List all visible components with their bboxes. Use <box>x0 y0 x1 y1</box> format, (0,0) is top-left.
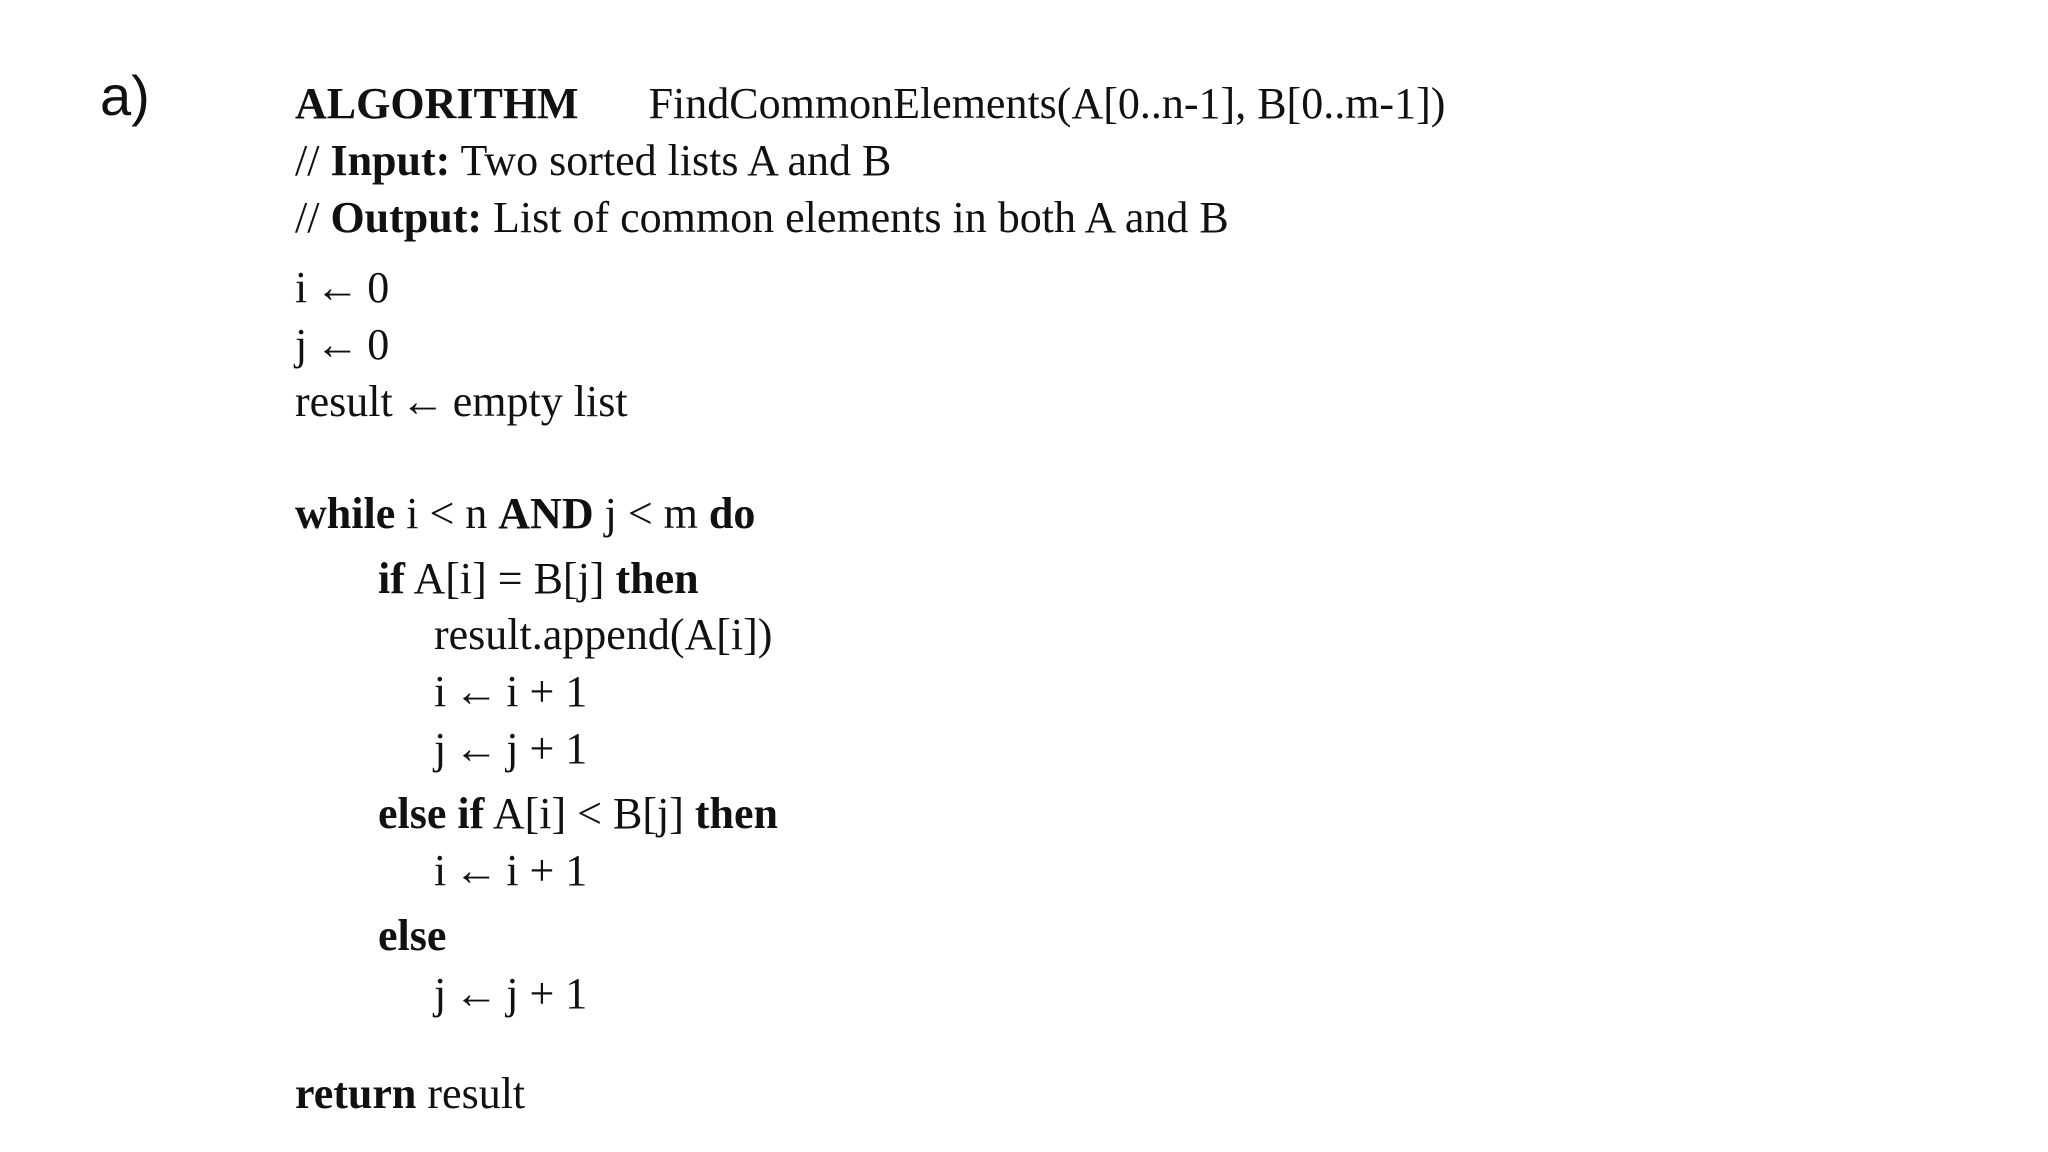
output-comment: // Output: List of common elements in both A and B <box>295 193 1229 242</box>
increment-i-line: i ← i + 1 <box>434 846 588 895</box>
part-label: a) <box>100 64 150 127</box>
else-line <box>378 911 447 960</box>
if-keyword: if <box>378 554 405 603</box>
assign-arrow-icon: ← <box>454 667 499 716</box>
input-keyword: Input: <box>330 136 451 185</box>
assign-arrow-icon: ← <box>454 846 499 895</box>
assign-arrow-icon: ← <box>454 969 499 1018</box>
algorithm-header <box>295 79 1446 128</box>
init-j: j ← 0 <box>295 320 390 369</box>
else-keyword: else <box>378 911 447 960</box>
else-if-line: else if A[i] < B[j] then <box>378 789 778 838</box>
assign-arrow-icon: ← <box>400 377 445 426</box>
input-comment: // Input: Two sorted lists A and B <box>295 136 892 185</box>
else-if-keyword: else if <box>378 789 485 838</box>
output-keyword: Output: <box>330 193 483 242</box>
then-keyword: then <box>694 789 778 838</box>
if-line: if A[i] = B[j] then <box>378 554 699 603</box>
while-keyword: while <box>295 489 396 538</box>
output-description: List of common elements in both A and B <box>482 193 1229 242</box>
assign-arrow-icon: ← <box>454 724 499 773</box>
and-keyword: AND <box>498 489 594 538</box>
assign-arrow-icon: ← <box>315 263 360 312</box>
init-i: i ← 0 <box>295 263 390 312</box>
append-line: result.append(A[i]) <box>434 610 773 659</box>
then-keyword: then <box>615 554 699 603</box>
increment-i-line: i ← i + 1 <box>434 667 588 716</box>
init-result: result ← empty list <box>295 377 628 426</box>
increment-j-line: j ← j + 1 <box>434 724 588 773</box>
assign-arrow-icon: ← <box>315 320 360 369</box>
return-keyword: return <box>295 1069 417 1118</box>
increment-j-line: j ← j + 1 <box>434 969 588 1018</box>
algorithm-keyword: ALGORITHM <box>295 79 579 128</box>
algorithm-signature: FindCommonElements(A[0..n-1], B[0..m-1]) <box>648 79 1446 128</box>
while-line: while i < n AND j < m do <box>295 489 756 538</box>
return-line: return result <box>295 1069 526 1118</box>
do-keyword: do <box>708 489 756 538</box>
input-description: Two sorted lists A and B <box>450 136 892 185</box>
